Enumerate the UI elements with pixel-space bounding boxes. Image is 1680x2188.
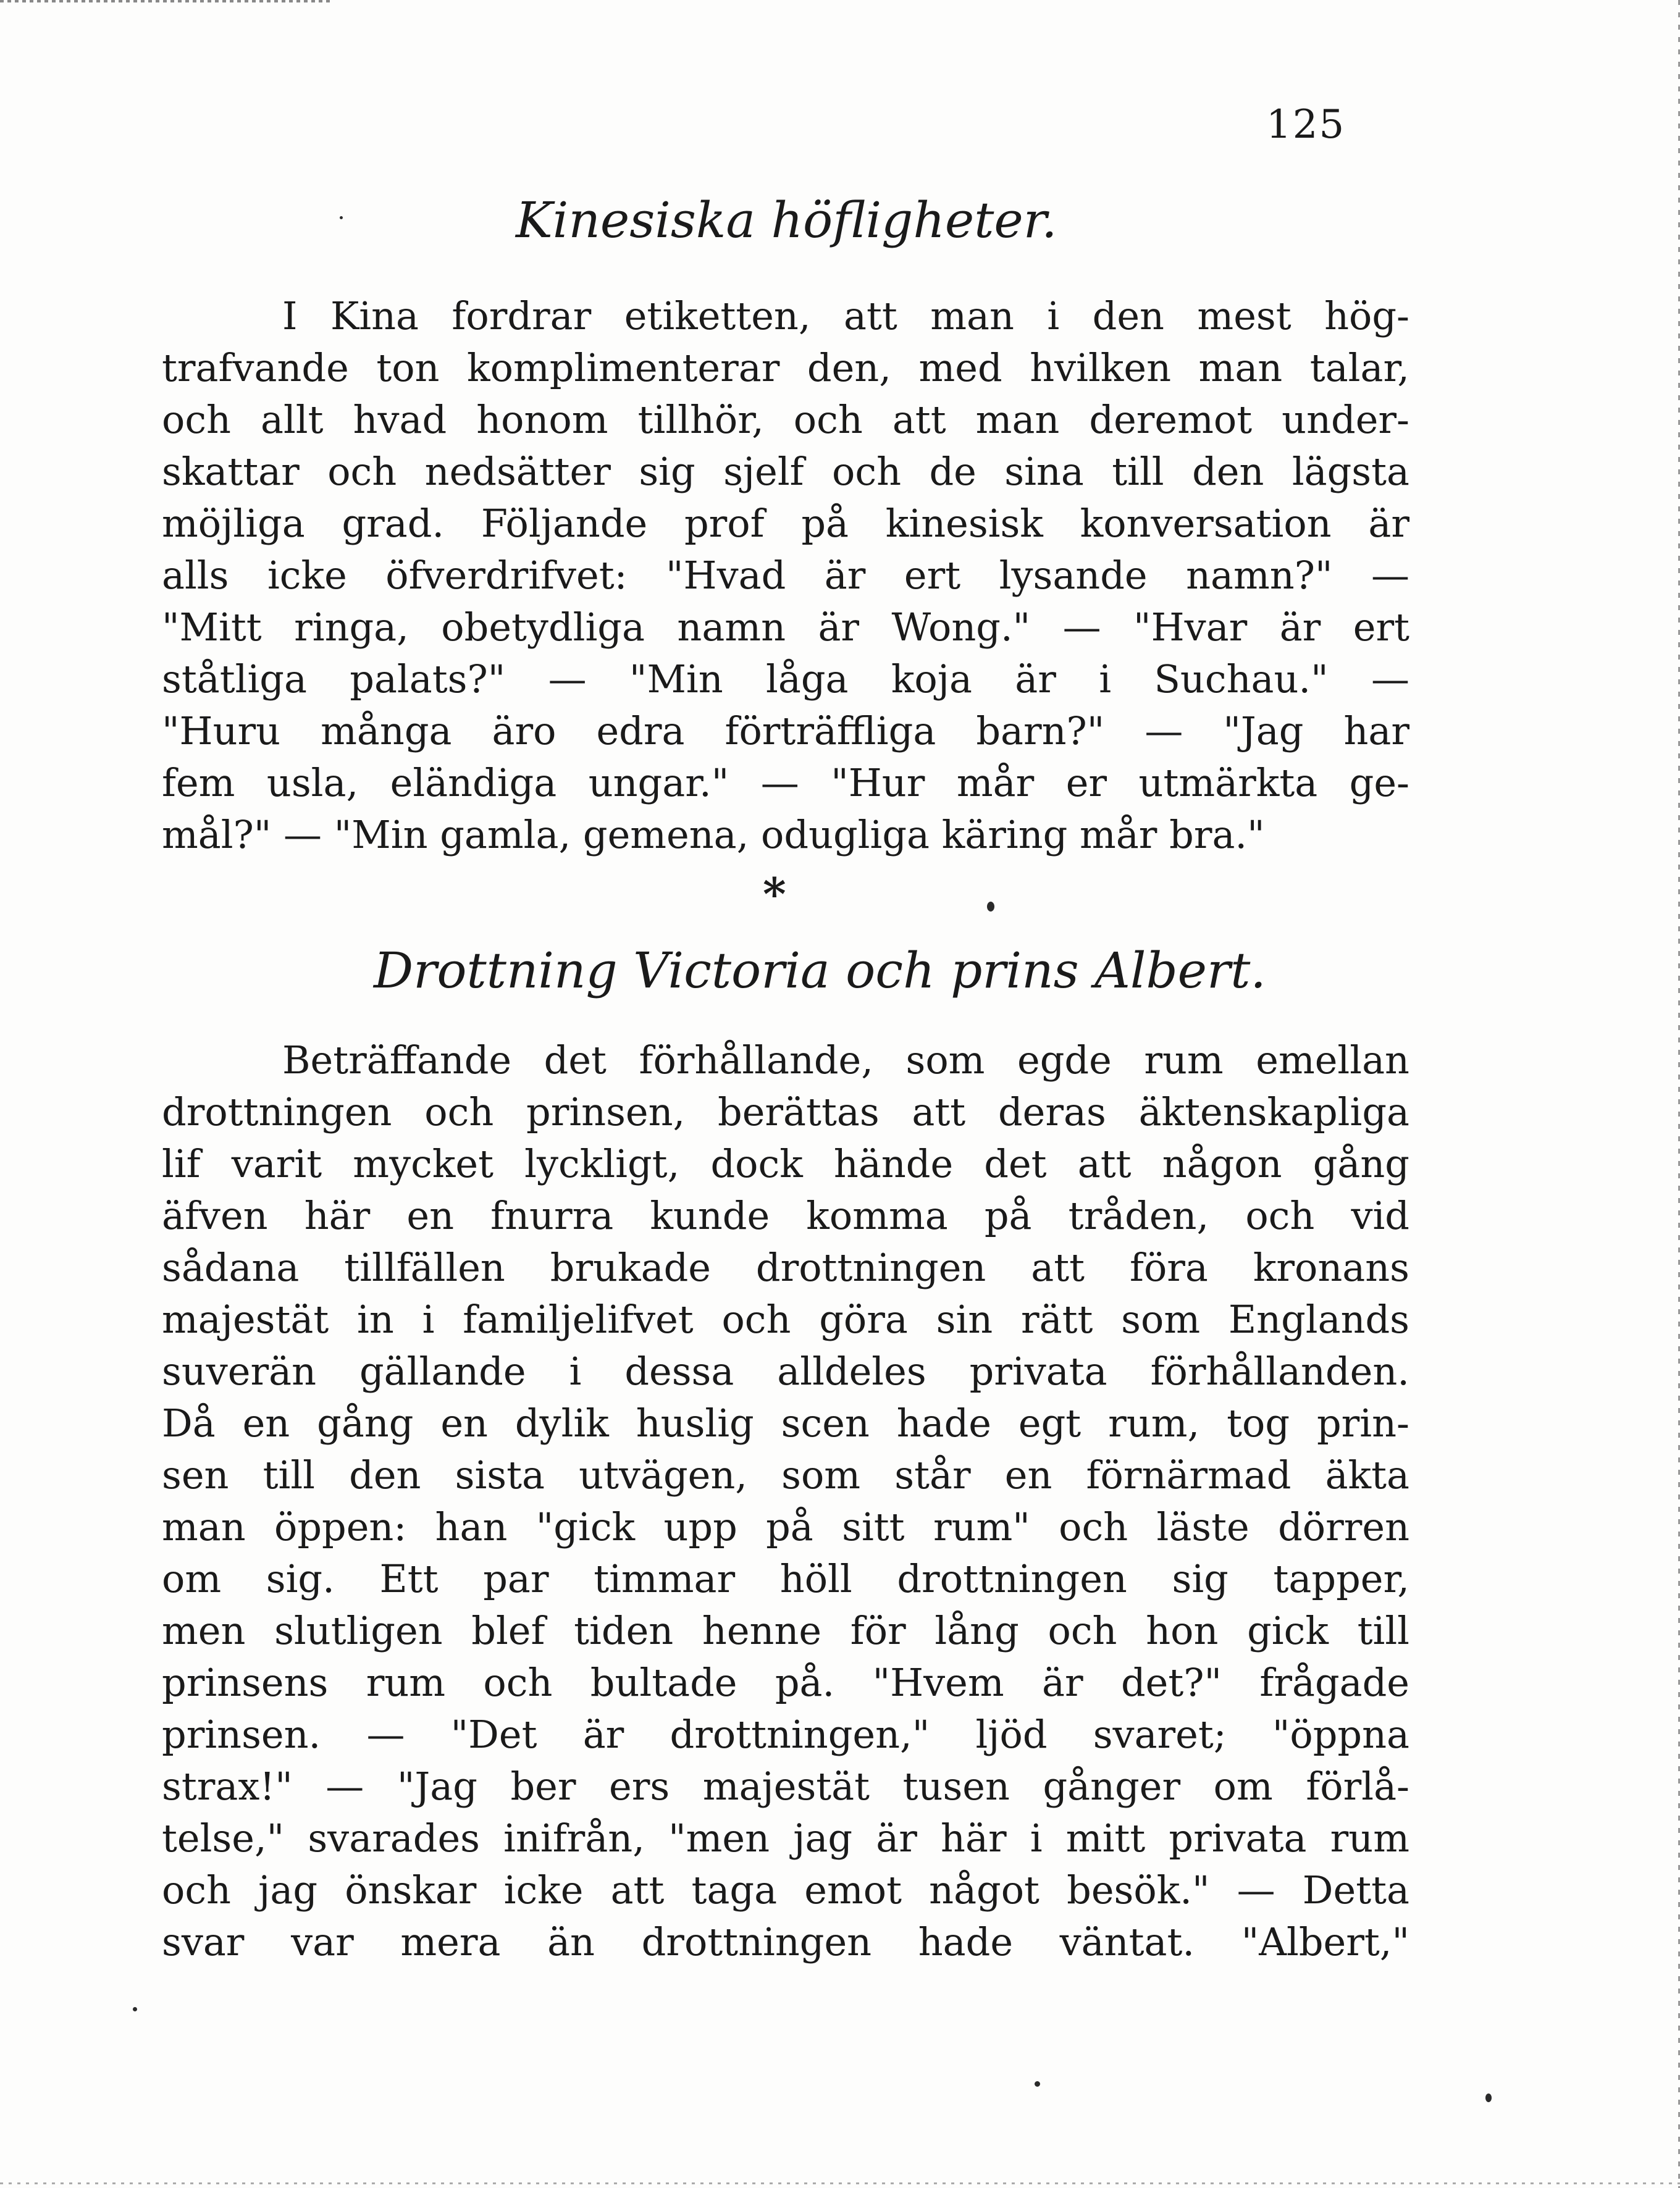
text-line: möjliga grad. Följande prof på kinesisk konversation är — [162, 501, 1409, 546]
text-line: men slutligen blef tiden henne för lång och hon gick till — [162, 1608, 1409, 1653]
scan-edge-top — [0, 0, 334, 2]
text-line: skattar och nedsätter sig sjelf och de sina till den lägsta — [162, 449, 1409, 494]
text-line: sådana tillfällen brukade drottningen att föra kronans — [162, 1245, 1409, 1290]
text-line: mål?" — "Min gamla, gemena, odugliga käring mår bra." — [162, 812, 1265, 857]
ink-speck — [1485, 2094, 1492, 2102]
section-title: Drottning Victoria och prins Albert. — [374, 942, 1266, 999]
text-line: Då en gång en dylik huslig scen hade egt rum, tog prin- — [162, 1401, 1409, 1446]
text-line: telse," svarades inifrån, "men jag är här i mitt privata rum — [162, 1816, 1409, 1861]
text-line: suverän gällande i dessa alldeles privata förhållanden. — [162, 1349, 1409, 1394]
text-line: svar var mera än drottningen hade väntat. "Albert," — [162, 1919, 1409, 1964]
text-line: sen till den sista utvägen, som står en förnärmad äkta — [162, 1452, 1409, 1498]
scan-edge-bottom — [0, 2182, 1680, 2184]
section-title: Kinesiska höfligheter. — [516, 191, 1057, 249]
text-line: ståtliga palats?" — "Min låga koja är i Suchau." — — [162, 656, 1409, 702]
ink-speck — [1035, 2081, 1040, 2087]
text-line: om sig. Ett par timmar höll drottningen sig tapper, — [162, 1556, 1409, 1601]
text-line: drottningen och prinsen, berättas att deras äktenskapliga — [162, 1089, 1409, 1134]
text-line: I Kina fordrar etiketten, att man i den mest hög- — [282, 293, 1409, 338]
text-line: "Huru många äro edra förträffliga barn?" — "Jag har — [162, 708, 1409, 753]
text-line: fem usla, eländiga ungar." — "Hur mår er utmärkta ge- — [162, 760, 1409, 805]
text-line: majestät in i familjelifvet och göra sin rätt som Englands — [162, 1297, 1409, 1342]
text-line: prinsen. — "Det är drottningen," ljöd svaret; "öppna — [162, 1712, 1409, 1757]
section-body — [162, 290, 1409, 861]
ink-speck — [340, 216, 343, 219]
text-line: lif varit mycket lyckligt, dock hände det att någon gång — [162, 1141, 1409, 1186]
text-line: alls icke öfverdrifvet: "Hvad är ert lysande namn?" — — [162, 553, 1409, 598]
section-body — [162, 1034, 1409, 1968]
text-line: och allt hvad honom tillhör, och att man deremot under- — [162, 397, 1409, 442]
page-number: 125 — [1266, 102, 1346, 148]
text-line: "Mitt ringa, obetydliga namn är Wong." — "Hvar är ert — [162, 605, 1409, 650]
text-line: trafvande ton komplimenterar den, med hvilken man talar, — [162, 345, 1409, 390]
text-line: och jag önskar icke att taga emot något besök." — Detta — [162, 1867, 1409, 1913]
ink-speck — [133, 2007, 137, 2011]
text-line: äfven här en fnurra kunde komma på tråden, och vid — [162, 1193, 1409, 1238]
section-separator: * — [763, 868, 786, 920]
text-line: strax!" — "Jag ber ers majestät tusen gånger om förlå- — [162, 1764, 1409, 1809]
text-line: prinsens rum och bultade på. "Hvem är det?" frågade — [162, 1660, 1409, 1705]
ink-speck — [987, 902, 994, 912]
text-line: Beträffande det förhållande, som egde rum emellan — [282, 1037, 1409, 1083]
text-line: man öppen: han "gick upp på sitt rum" och läste dörren — [162, 1504, 1409, 1549]
